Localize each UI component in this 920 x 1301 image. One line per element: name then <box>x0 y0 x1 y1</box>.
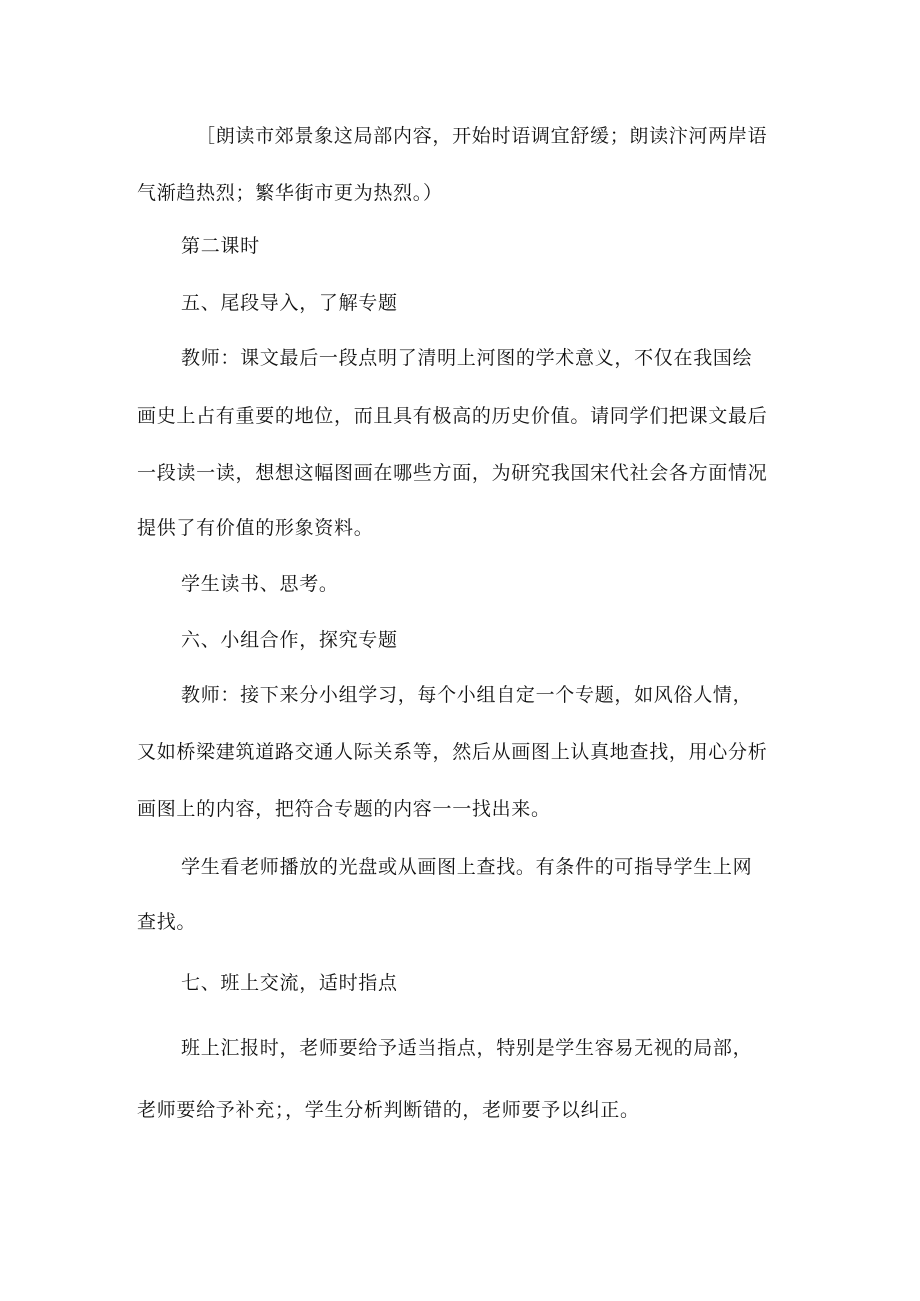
paragraph-teacher-2-line-3: 画图上的内容，把符合专题的内容一一找出来。 <box>137 798 551 820</box>
paragraph-class-report-line-2: 老师要给予补充；，学生分析判断错的，老师要予以纠正。 <box>137 1099 640 1121</box>
paragraph-teacher-2-line-2: 又如桥梁建筑道路交通人际关系等，然后从画图上认真地查找，用心分析 <box>137 741 768 763</box>
section-title-second-lesson: 第二课时 <box>181 235 260 257</box>
section-heading-5: 五、尾段导入，了解专题 <box>181 292 398 314</box>
section-heading-6: 六、小组合作，探究专题 <box>181 629 398 651</box>
section-heading-7: 七、班上交流，适时指点 <box>181 972 398 994</box>
paragraph-class-report-line-1: 班上汇报时，老师要给予适当指点，特别是学生容易无视的局部， <box>181 1037 753 1059</box>
paragraph-teacher-1-line-4: 提供了有价值的形象资料。 <box>137 517 374 539</box>
student-search-line-1: 学生看老师播放的光盘或从画图上查找。有条件的可指导学生上网 <box>181 856 753 878</box>
paragraph-1-line-2: 气渐趋热烈；繁华街市更为热烈。） <box>137 182 443 204</box>
paragraph-teacher-1-line-1: 教师：课文最后一段点明了清明上河图的学术意义，不仅在我国绘 <box>181 347 753 369</box>
student-search-line-2: 查找。 <box>137 911 197 933</box>
paragraph-teacher-2-line-1: 教师：接下来分小组学习，每个小组自定一个专题，如风俗人情， <box>181 684 753 706</box>
paragraph-teacher-1-line-2: 画史上占有重要的地位，而且具有极高的历史价值。请同学们把课文最后 <box>137 405 768 427</box>
paragraph-teacher-1-line-3: 一段读一读，想想这幅图画在哪些方面，为研究我国宋代社会各方面情况 <box>137 462 768 484</box>
student-reading-note: 学生读书、思考。 <box>181 573 339 595</box>
paragraph-1-line-1: ［朗读市郊景象这局部内容，开始时语调宜舒缓；朗读汴河两岸语 <box>196 125 768 147</box>
